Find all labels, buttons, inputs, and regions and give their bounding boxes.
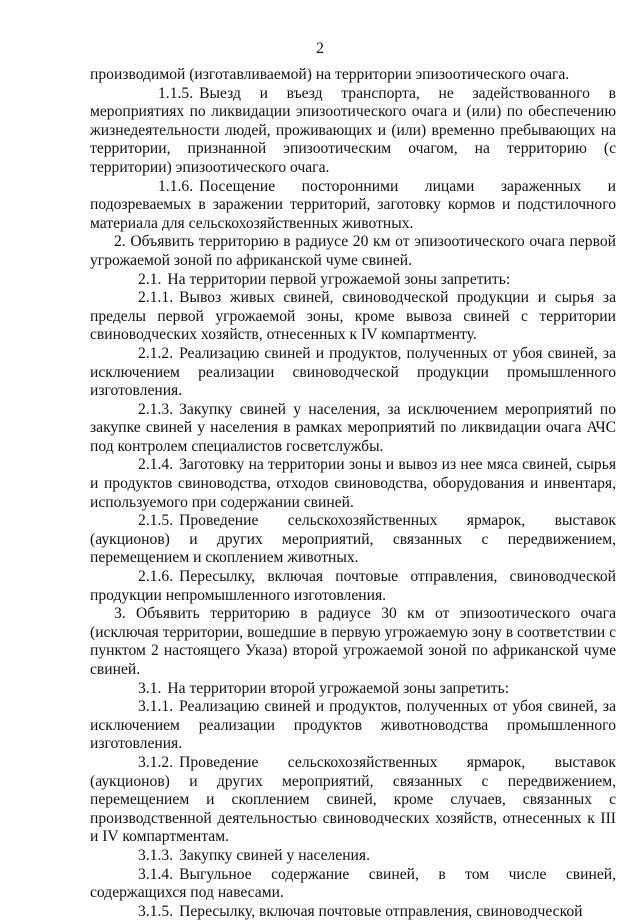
paragraph <box>90 85 616 178</box>
paragraph-text: Вывоз живых свиней, свиноводческой продукции и сырья за пределы первой угрожаемой зоны, кроме вывоза свиней с территории свиноводческих хозяйств, отнесенных к IV компартменту. <box>90 289 616 344</box>
paragraph-text: Заготовку на территории зоны и вывоз из нее мяса свиней, сырья и продуктов свиноводства, отходов свиноводства, оборудования и инвентаря, используемого при содержании свиней. <box>90 456 616 511</box>
clause-number: 1.1.6. <box>158 177 194 195</box>
paragraph-text: На территории второй угрожаемой зоны запретить: <box>167 679 510 697</box>
paragraph-text: Выгульное содержание свиней, в том числе свиней, содержащихся под навесами. <box>90 865 616 902</box>
page-number: 2 <box>316 40 324 57</box>
paragraph <box>90 903 616 921</box>
paragraph <box>90 847 616 866</box>
paragraph <box>90 680 616 699</box>
paragraph <box>90 66 616 85</box>
clause-number: 2.1.2. <box>138 344 174 362</box>
paragraph-text: Выезд и въезд транспорта, не задействованного в мероприятиях по ликвидации эпизоотического очага и (или) по обеспечению жизнедеятельности людей, проживающих и (или) временно пребывающих на территории, признанной эпизоотическим очагом, на территорию (с территории) эпизоотического очага. <box>90 84 616 176</box>
paragraph <box>90 754 616 847</box>
clause-number: 1.1.5. <box>158 84 194 102</box>
paragraph <box>90 698 616 754</box>
clause-number: 2.1.5. <box>138 512 174 530</box>
paragraph <box>90 271 616 290</box>
clause-number: 2.1.6. <box>138 568 174 586</box>
paragraph-text: производимой (изготавливаемой) на территории эпизоотического очага. <box>90 66 570 83</box>
clause-number: 3.1.3. <box>138 846 174 864</box>
clause-number: 3.1.2. <box>138 753 174 771</box>
paragraph <box>90 568 616 605</box>
document-body <box>90 66 616 921</box>
clause-number: 3.1.4. <box>138 865 174 883</box>
clause-number: 3.1.1. <box>138 698 174 716</box>
clause-number: 2.1.4. <box>138 456 174 474</box>
clause-number: 2.1.3. <box>138 400 174 418</box>
clause-number: 3.1.5. <box>138 902 174 920</box>
paragraph <box>90 289 616 345</box>
clause-number: 2.1.1. <box>138 289 174 307</box>
paragraph-text: Закупку свиней у населения, за исключением мероприятий по закупке свиней у населения в рамках мероприятий по ликвидации очага АЧС под контролем специалистов госветслужбы. <box>90 400 616 455</box>
paragraph-text: Реализацию свиней и продуктов, полученных от убоя свиней, за исключением реализации свиноводческой продукции промышленного изготовления. <box>90 344 616 400</box>
paragraph-text: Посещение посторонними лицами зараженных и подозреваемых в заражении территорий, заготовку кормов и подстилочного материала для сельскохозяйственных животных. <box>90 177 616 232</box>
paragraph <box>90 456 616 512</box>
clause-number: 2.1. <box>138 270 162 288</box>
paragraph <box>90 345 616 401</box>
paragraph <box>90 233 616 270</box>
paragraph <box>90 512 616 568</box>
paragraph-text: Проведение сельскохозяйственных ярмарок, выставок (аукционов) и других мероприятий, связанных с передвижением, перемещением и скоплением животных. <box>90 512 616 567</box>
clause-number: 3.1. <box>138 679 162 697</box>
paragraph <box>90 605 616 679</box>
paragraph-text: Реализацию свиней и продуктов, полученных от убоя свиней, за исключением реализации продуктов животноводства промышленного изготовления. <box>90 698 616 753</box>
paragraph-text: Пересылку, включая почтовые отправления, свиноводческой <box>179 902 583 920</box>
paragraph-text: 2. Объявить территорию в радиусе 20 км от эпизоотического очага первой угрожаемой зоной по африканской чуме свиней. <box>90 233 616 269</box>
paragraph-text: 3. Объявить территорию в радиусе 30 км от эпизоотического очага (исключая территории, вошедшие в первую угрожаемую зону в соответствии с пунктом 2 настоящего Указа) второй угрожаемой зоной по африканской чуме свиней. <box>90 605 616 678</box>
paragraph-text: Закупку свиней у населения. <box>179 846 370 864</box>
paragraph <box>90 401 616 457</box>
paragraph-text: Проведение сельскохозяйственных ярмарок, выставок (аукционов) и других мероприятий, связанных с передвижением, перемещением и скоплением свиней, кроме случаев, связанных с производственной деятельностью свиноводческих хозяйств, отнесенных к III и IV компартментам. <box>90 753 616 846</box>
paragraph <box>90 178 616 234</box>
paragraph <box>90 866 616 903</box>
paragraph-text: Пересылку, включая почтовые отправления, свиноводческой продукции непромышленного изготовления. <box>90 568 616 604</box>
paragraph-text: На территории первой угрожаемой зоны запретить: <box>167 270 511 288</box>
